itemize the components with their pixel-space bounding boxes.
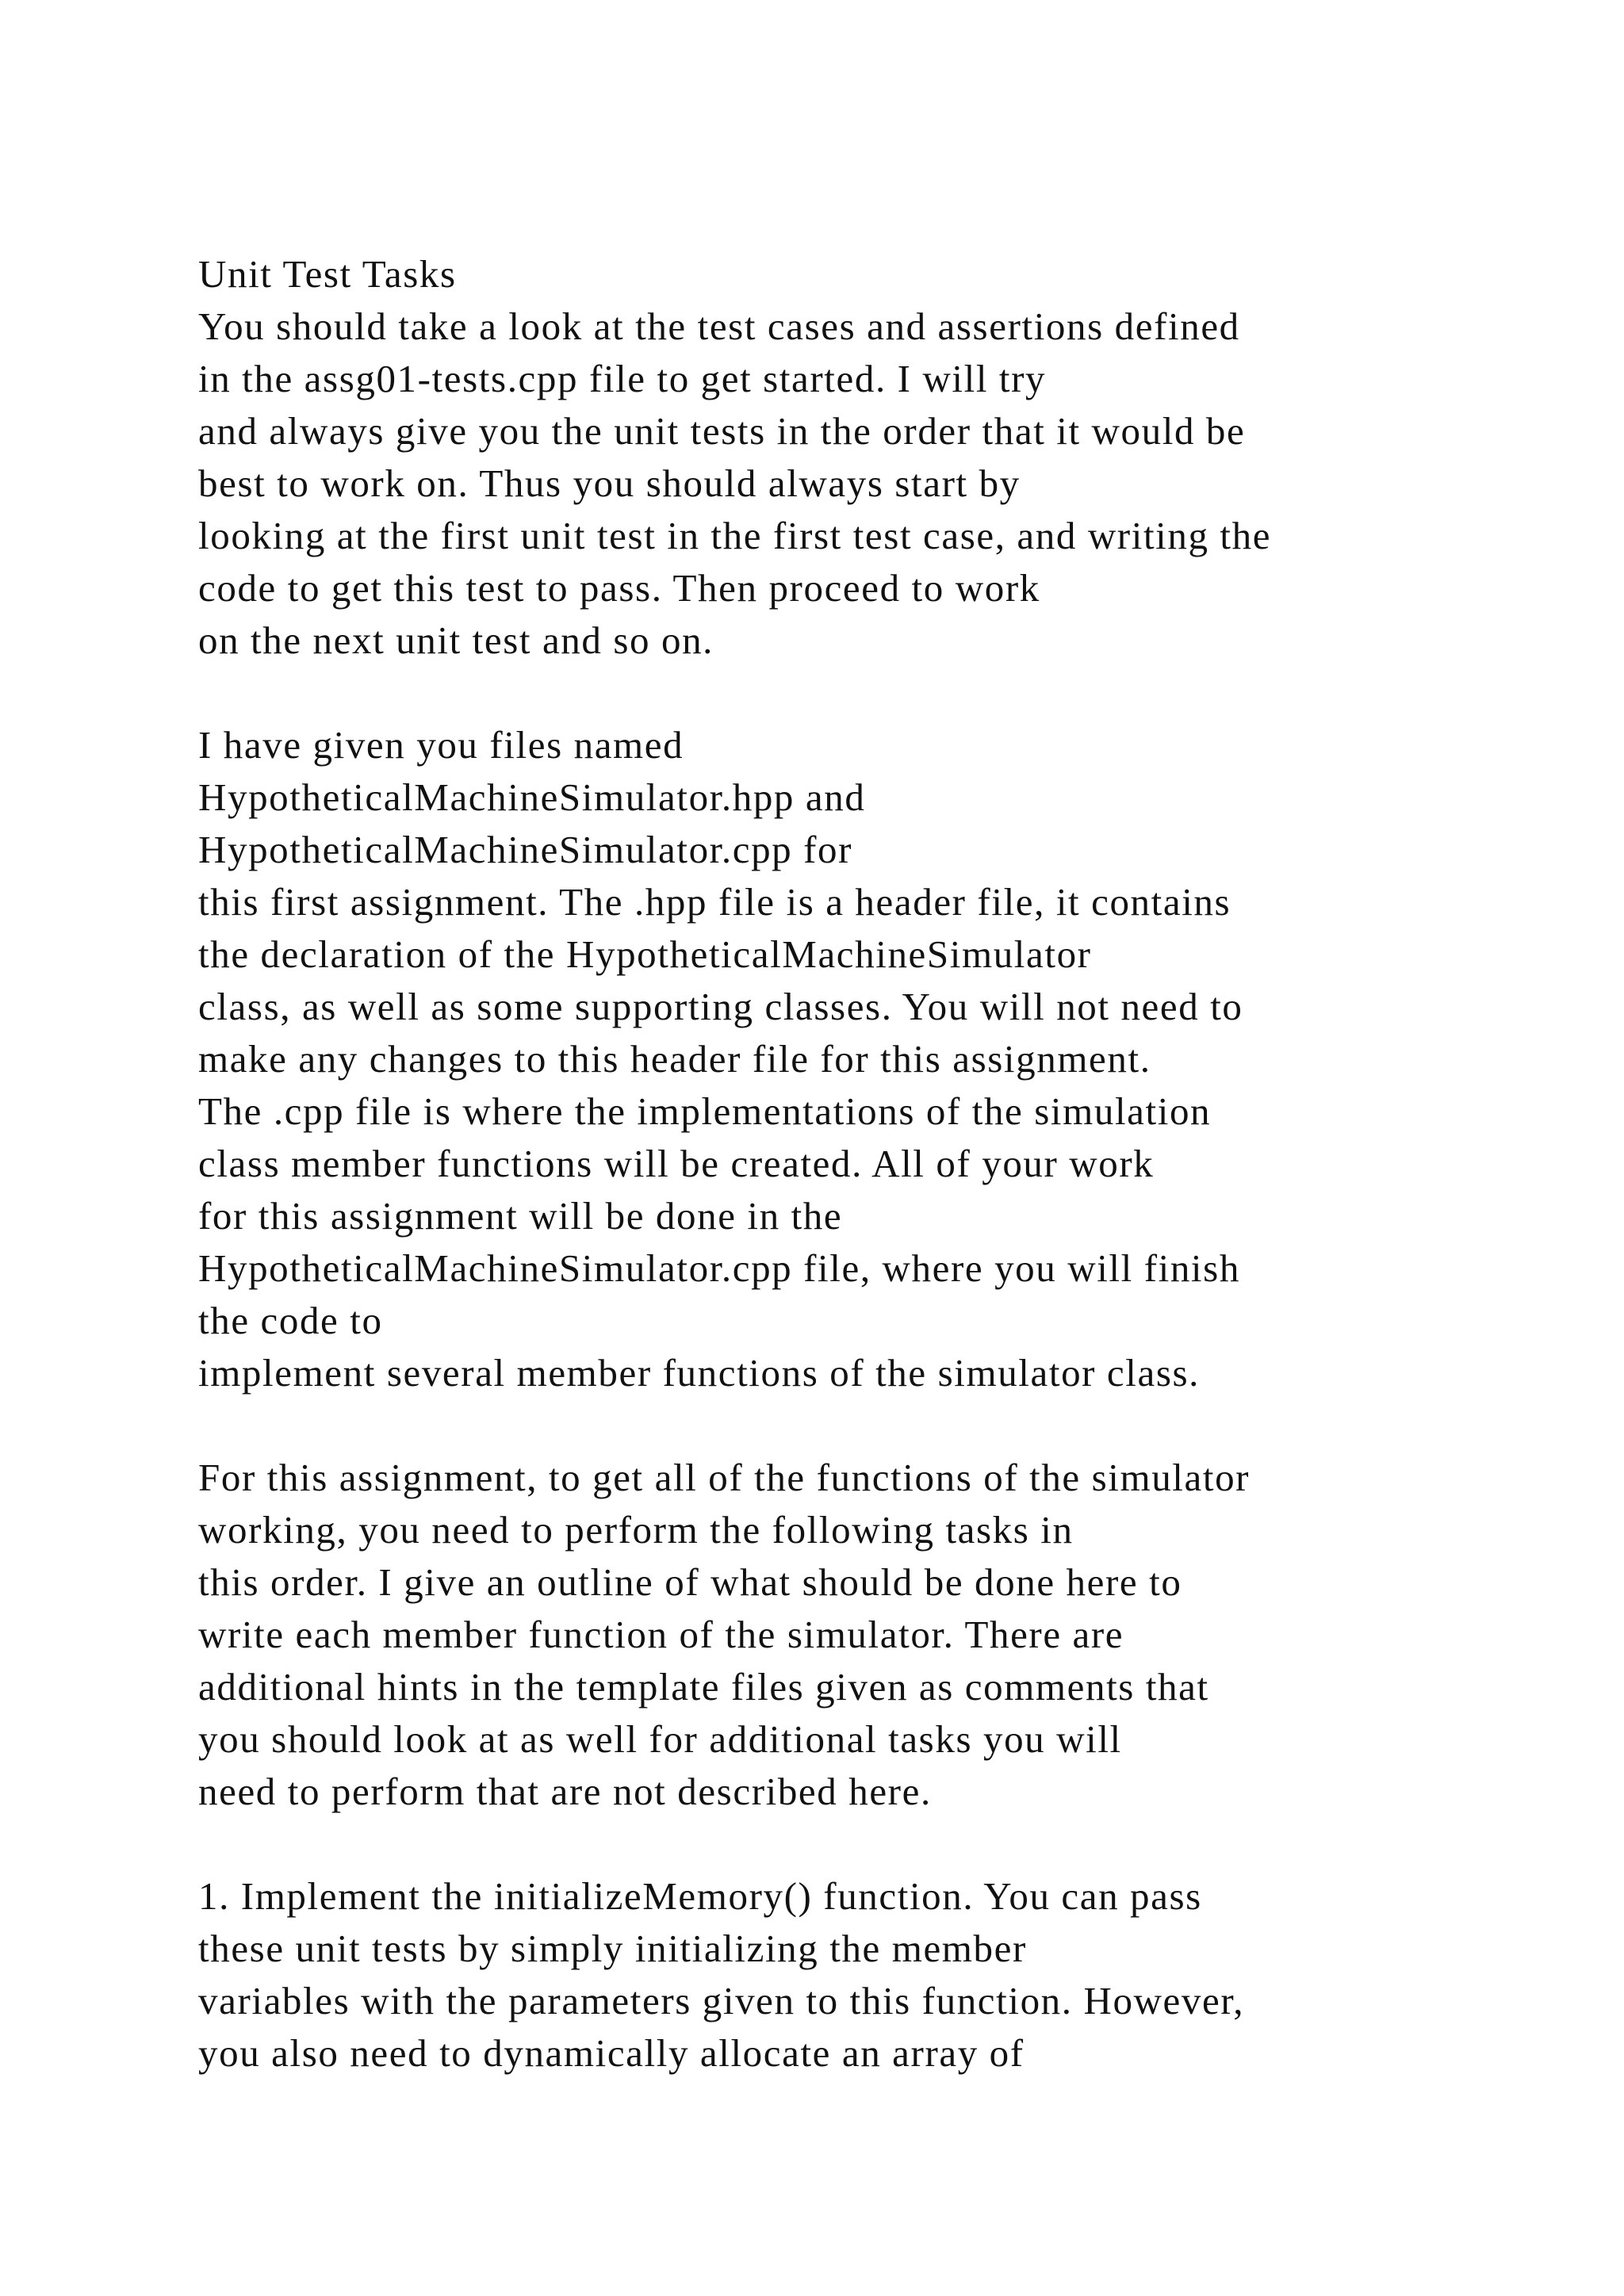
text-line: additional hints in the template files given as comments that: [198, 1665, 1209, 1709]
text-line: need to perform that are not described here.: [198, 1770, 932, 1813]
text-line: class, as well as some supporting classes. You will not need to: [198, 985, 1243, 1028]
document-body: [198, 248, 1546, 2080]
text-line: class member functions will be created. All of your work: [198, 1142, 1155, 1185]
paragraph-intro: [198, 300, 1546, 667]
paragraph-spacer: [198, 1818, 1546, 1870]
text-line: this first assignment. The .hpp file is a header file, it contains: [198, 880, 1231, 924]
text-line: The .cpp file is where the implementations of the simulation: [198, 1089, 1212, 1133]
text-line: implement several member functions of the simulator class.: [198, 1351, 1201, 1395]
text-line: these unit tests by simply initializing the member: [198, 1927, 1027, 1970]
text-line: code to get this test to pass. Then proceed to work: [198, 566, 1040, 610]
text-line: variables with the parameters given to this function. However,: [198, 1979, 1245, 2022]
text-line: make any changes to this header file for this assignment.: [198, 1037, 1151, 1081]
text-line: HypotheticalMachineSimulator.cpp file, where you will finish: [198, 1246, 1240, 1290]
text-line: write each member function of the simulator. There are: [198, 1613, 1124, 1656]
text-line: I have given you files named: [198, 723, 684, 767]
text-line: working, you need to perform the following tasks in: [198, 1508, 1074, 1552]
text-line: on the next unit test and so on.: [198, 618, 714, 662]
text-line: and always give you the unit tests in the order that it would be: [198, 409, 1246, 453]
text-line: You should take a look at the test cases and assertions defined: [198, 304, 1240, 348]
text-line: this order. I give an outline of what should be done here to: [198, 1560, 1182, 1604]
text-line: the code to: [198, 1299, 383, 1342]
text-line: For this assignment, to get all of the functions of the simulator: [198, 1456, 1251, 1499]
text-line: 1. Implement the initializeMemory() function. You can pass: [198, 1874, 1202, 1918]
text-line: you should look at as well for additional tasks you will: [198, 1717, 1122, 1761]
text-line: best to work on. Thus you should always start by: [198, 461, 1021, 505]
text-line: in the assg01-tests.cpp file to get started. I will try: [198, 357, 1047, 400]
text-line: you also need to dynamically allocate an array of: [198, 2031, 1025, 2075]
paragraph-tasks: [198, 1452, 1546, 1818]
document-title: Unit Test Tasks: [198, 252, 457, 296]
text-line: looking at the first unit test in the first test case, and writing the: [198, 514, 1272, 557]
text-line: for this assignment will be done in the: [198, 1194, 843, 1238]
text-line: the declaration of the HypotheticalMachineSimulator: [198, 932, 1092, 976]
text-line: HypotheticalMachineSimulator.cpp for: [198, 828, 853, 871]
paragraph-spacer: [198, 1399, 1546, 1452]
paragraph-files: [198, 719, 1546, 1399]
paragraph-spacer: [198, 667, 1546, 719]
text-line: HypotheticalMachineSimulator.hpp and: [198, 775, 866, 819]
paragraph-step-1: [198, 1870, 1546, 2080]
